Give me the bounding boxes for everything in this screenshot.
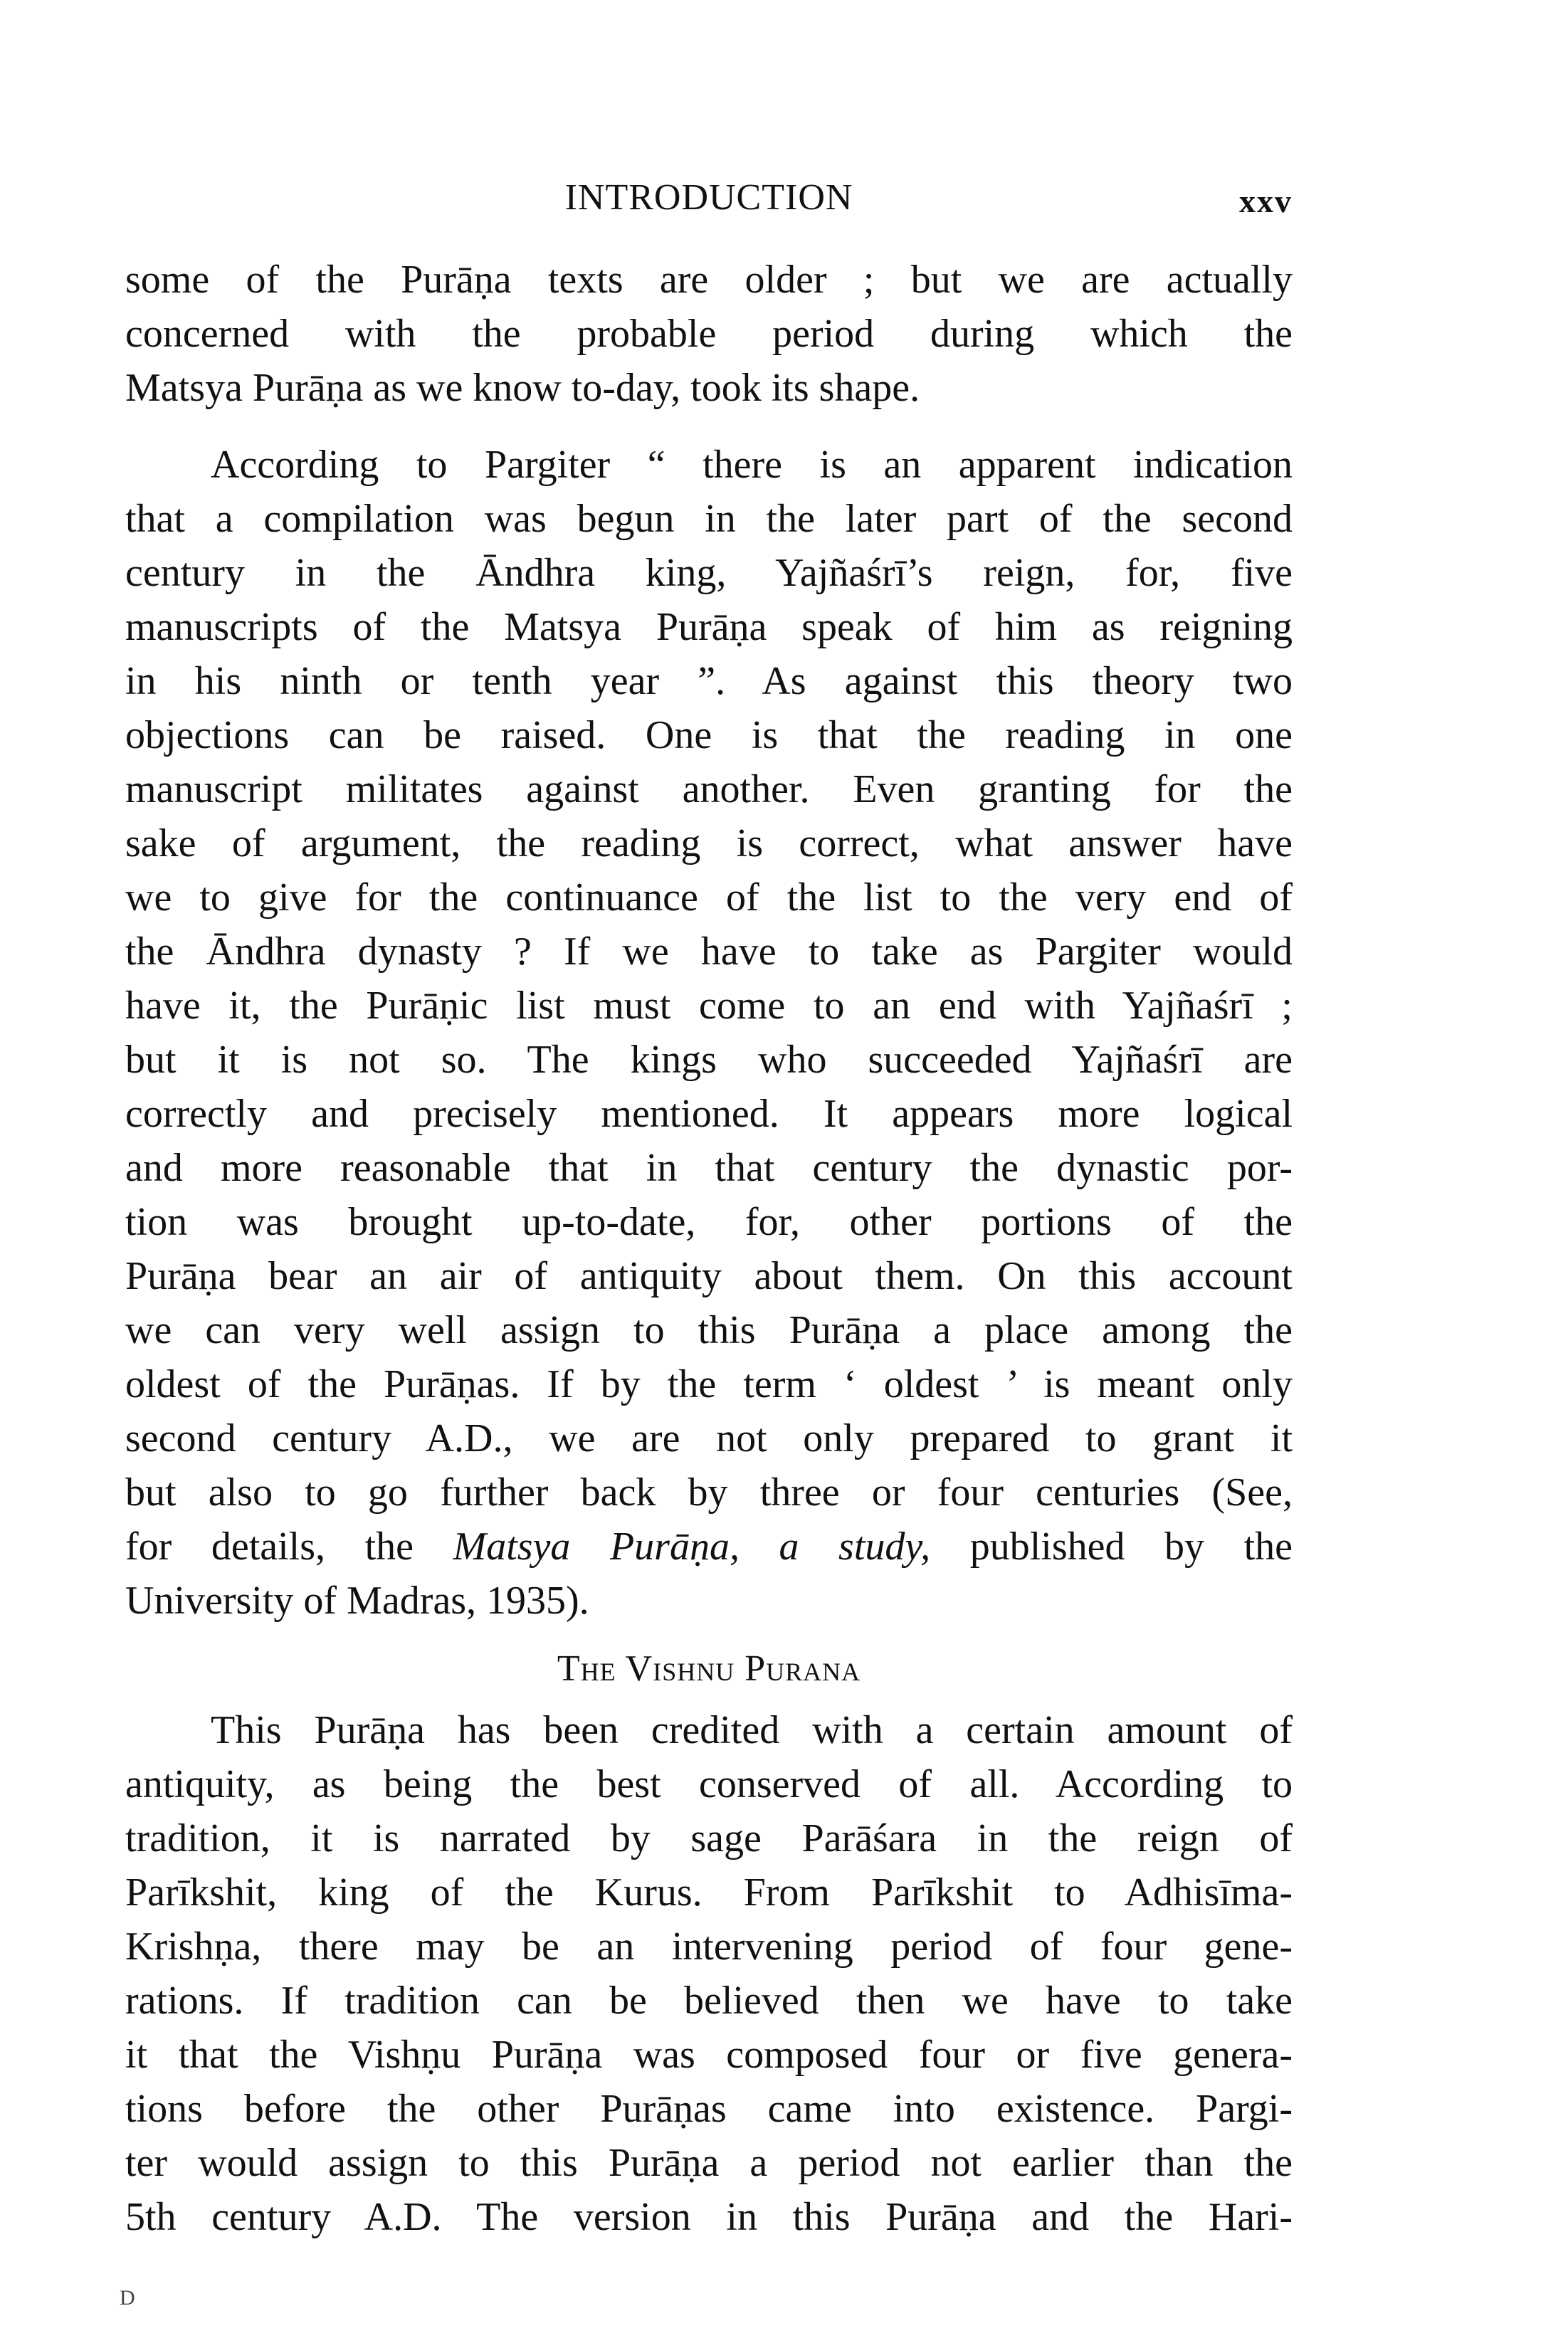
paragraph-vishnu-purana (125, 1703, 1293, 2244)
text-line: Krishṇa, there may be an intervening period of four gene- (125, 1925, 1293, 1969)
text-line: second century A.D., we are not only prepared to grant it (125, 1416, 1293, 1460)
text-line: Parīkshit, king of the Kurus. From Parīkshit to Adhisīma- (125, 1870, 1293, 1915)
text-line: According to Pargiter “ there is an apparent indication (211, 443, 1293, 487)
text-line: in his ninth or tenth year ”. As against this theory two (125, 659, 1293, 703)
body-text (125, 253, 1293, 2244)
text-line-citation (125, 1520, 1293, 1574)
text-line: Purāṇa bear an air of antiquity about them. On this account (125, 1254, 1293, 1298)
running-head (125, 177, 1293, 226)
text-line: This Purāṇa has been credited with a certain amount of (211, 1708, 1293, 1752)
text-line: we can very well assign to this Purāṇa a place among the (125, 1308, 1293, 1352)
text-line: oldest of the Purāṇas. If by the term ‘ oldest ’ is meant only (125, 1362, 1293, 1406)
paragraph-continuation (125, 253, 1293, 415)
text-line: Matsya Purāṇa as we know to-day, took its shape. (125, 366, 920, 410)
text-line: tion was brought up-to-date, for, other portions of the (125, 1200, 1293, 1244)
text-line: it that the Vishṇu Purāṇa was composed four or five genera- (125, 2033, 1293, 2077)
text-line: and more reasonable that in that century the dynastic por- (125, 1146, 1293, 1190)
text-line: University of Madras, 1935). (125, 1579, 589, 1623)
citation-suffix: published by the (930, 1525, 1293, 1569)
text-line: objections can be raised. One is that the reading in one (125, 713, 1293, 757)
signature-mark: D (120, 2286, 135, 2310)
text-line: tions before the other Purāṇas came into existence. Pargi- (125, 2087, 1293, 2131)
text-line: some of the Purāṇa texts are older ; but we are actually (125, 258, 1293, 302)
running-title: INTRODUCTION (564, 177, 853, 218)
section-heading: The Vishnu Purana (557, 1648, 861, 1689)
text-line: tradition, it is narrated by sage Parāśara in the reign of (125, 1816, 1293, 1860)
text-line: antiquity, as being the best conserved of all. According to (125, 1762, 1293, 1806)
text-line: but also to go further back by three or four centuries (See, (125, 1470, 1293, 1515)
text-line: manuscripts of the Matsya Purāṇa speak of him as reigning (125, 605, 1293, 649)
text-line: sake of argument, the reading is correct, what answer have (125, 821, 1293, 865)
text-line: concerned with the probable period during which the (125, 312, 1293, 356)
text-line: we to give for the continuance of the list to the very end of (125, 875, 1293, 920)
paragraph-gap (125, 415, 1293, 438)
book-title-italic: Matsya Purāṇa, a study, (453, 1525, 931, 1569)
citation-prefix: for details, the (125, 1525, 453, 1569)
text-line: correctly and precisely mentioned. It appears more logical (125, 1092, 1293, 1136)
text-line: have it, the Purāṇic list must come to an end with Yajñaśrī ; (125, 984, 1293, 1028)
paragraph-pargiter (125, 438, 1293, 1628)
text-line: manuscript militates against another. Even granting for the (125, 767, 1293, 811)
text-line: that a compilation was begun in the later part of the second (125, 497, 1293, 541)
text-line: 5th century A.D. The version in this Purāṇa and the Hari- (125, 2195, 1293, 2239)
text-line: ter would assign to this Purāṇa a period not earlier than the (125, 2141, 1293, 2185)
text-line: the Āndhra dynasty ? If we have to take as Pargiter would (125, 930, 1293, 974)
text-line: century in the Āndhra king, Yajñaśrī’s reign, for, five (125, 551, 1293, 595)
page-number: xxv (1239, 183, 1293, 219)
text-line: rations. If tradition can be believed then we have to take (125, 1979, 1293, 2023)
text-line: but it is not so. The kings who succeeded Yajñaśrī are (125, 1038, 1293, 1082)
